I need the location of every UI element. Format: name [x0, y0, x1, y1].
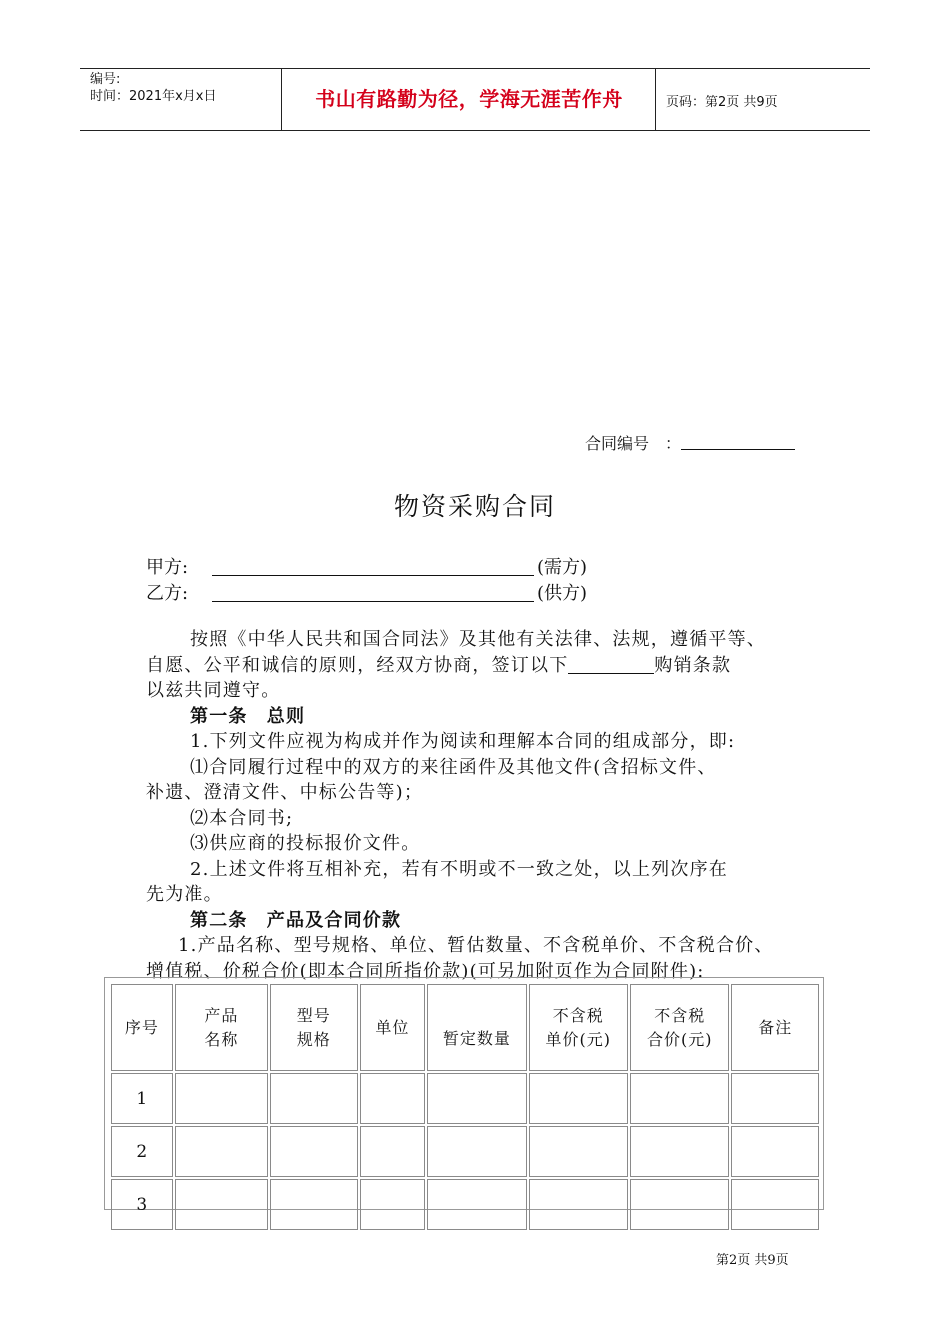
contract-body [146, 627, 826, 984]
article-1-item: ⑴合同履行过程中的双方的来往函件及其他文件(含招标文件、 [190, 756, 717, 778]
cell-total-price[interactable] [630, 1073, 729, 1124]
col-header-total-price: 不含税 合价(元) [630, 984, 729, 1071]
intro-line: 以兹共同遵守。 [146, 680, 281, 701]
cell-unit[interactable] [360, 1179, 426, 1230]
article-2-item: 1.产品名称、型号规格、单位、暂估数量、不含税单价、不含税合价、 [178, 935, 774, 956]
article-1-heading: 第一条 总则 [190, 705, 306, 727]
cell-product-name[interactable] [175, 1073, 268, 1124]
party-b-label: 乙方: [146, 583, 189, 604]
header-divider [655, 69, 656, 130]
col-header-product-name: 产品 名称 [175, 984, 268, 1071]
clause-blank[interactable] [568, 655, 654, 674]
party-b-blank[interactable] [212, 601, 534, 602]
cell-model[interactable] [270, 1073, 357, 1124]
row-number: 3 [111, 1179, 173, 1230]
party-a-role: (需方) [537, 557, 588, 578]
contract-number-blank[interactable] [681, 449, 795, 450]
intro-line: 按照《中华人民共和国合同法》及其他有关法律、法规，遵循平等、 [190, 629, 766, 650]
intro-text: 购销条款 [654, 654, 732, 676]
contract-number-label: 合同编号 ： [585, 434, 682, 453]
article-2-item: 增值税、价税合价(即本合同所指价款)(可另加附页作为合同附件): [146, 960, 705, 982]
table-header-row [111, 984, 819, 1071]
article-1-item: ⑵本合同书; [190, 807, 294, 829]
doc-number-label: 编号: [90, 72, 121, 87]
footer-page-number: 第2页 共9页 [716, 1253, 789, 1268]
col-header-unit-price: 不含税 单价(元) [529, 984, 628, 1071]
header-meta [90, 71, 216, 105]
article-1-item: 2.上述文件将互相补充，若有不明或不一致之处，以上列次序在 [190, 858, 728, 880]
table-row [111, 1073, 819, 1124]
document-title: 物资采购合同 [393, 492, 556, 521]
party-b-role: (供方) [537, 583, 588, 604]
article-1-item: ⑶供应商的投标报价文件。 [190, 833, 421, 854]
cell-quantity[interactable] [427, 1179, 526, 1230]
product-table [104, 977, 824, 1215]
cell-unit-price[interactable] [529, 1179, 628, 1230]
party-a-blank[interactable] [212, 575, 534, 576]
cell-model[interactable] [270, 1179, 357, 1230]
cell-unit[interactable] [360, 1126, 426, 1177]
intro-text: 自愿、公平和诚信的原则，经双方协商，签订以下 [146, 654, 569, 676]
cell-remarks[interactable] [731, 1073, 819, 1124]
header-page-number: 页码：第2页 共9页 [666, 95, 778, 110]
article-1-item: 先为准。 [146, 884, 223, 905]
row-number: 2 [111, 1126, 173, 1177]
article-2-heading: 第二条 产品及合同价款 [190, 909, 402, 931]
cell-quantity[interactable] [427, 1073, 526, 1124]
page-header [80, 68, 870, 131]
cell-total-price[interactable] [630, 1126, 729, 1177]
cell-remarks[interactable] [731, 1126, 819, 1177]
cell-remarks[interactable] [731, 1179, 819, 1230]
cell-unit-price[interactable] [529, 1126, 628, 1177]
col-header-unit: 单位 [360, 984, 426, 1071]
cell-product-name[interactable] [175, 1126, 268, 1177]
cell-total-price[interactable] [630, 1179, 729, 1230]
col-header-model: 型号 规格 [270, 984, 357, 1071]
article-1-item: 补遗、澄清文件、中标公告等)； [146, 782, 424, 803]
party-a-label: 甲方: [146, 557, 189, 578]
article-1-item: 1.下列文件应视为构成并作为阅读和理解本合同的组成部分，即: [190, 731, 736, 752]
cell-quantity[interactable] [427, 1126, 526, 1177]
col-header-serial: 序号 [111, 984, 173, 1071]
row-number: 1 [111, 1073, 173, 1124]
header-motto: 书山有路勤为径，学海无涯苦作舟 [315, 87, 623, 111]
date-label: 时间：2021年x月x日 [90, 89, 217, 104]
cell-unit[interactable] [360, 1073, 426, 1124]
cell-unit-price[interactable] [529, 1073, 628, 1124]
table-row [111, 1126, 819, 1177]
cell-product-name[interactable] [175, 1179, 268, 1230]
col-header-quantity: 暂定数量 [427, 984, 526, 1071]
table-row [111, 1179, 819, 1230]
cell-model[interactable] [270, 1126, 357, 1177]
col-header-remarks: 备注 [731, 984, 819, 1071]
intro-line [146, 653, 826, 679]
